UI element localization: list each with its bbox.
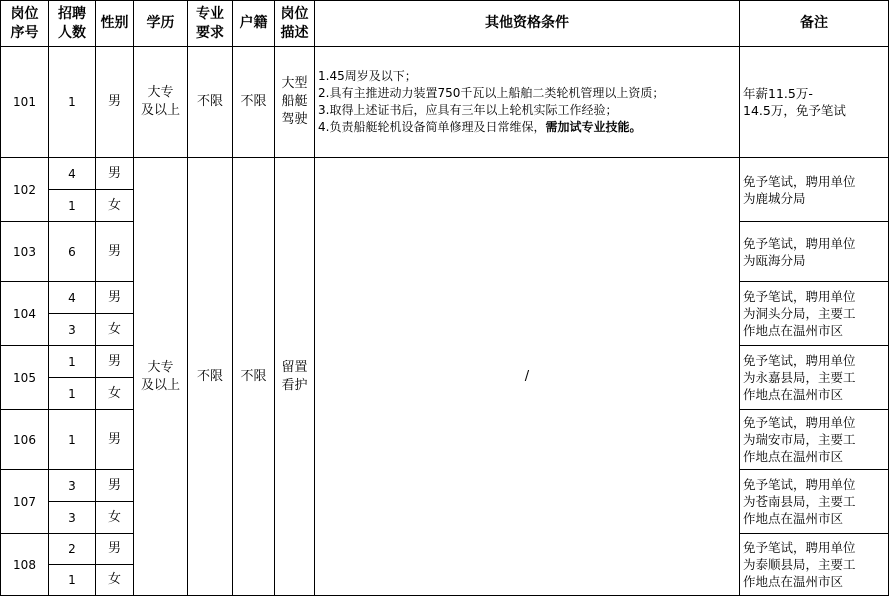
count-cell: 1 (49, 565, 96, 596)
count-cell: 4 (49, 282, 96, 314)
post-no-cell: 104 (1, 282, 49, 346)
header-education: 学历 (134, 1, 188, 47)
qual-line: 3.取得上述证书后，应具有三年以上轮机实际工作经验； (318, 103, 618, 117)
count-cell: 6 (49, 222, 96, 282)
gender-cell: 男 (96, 470, 134, 502)
header-major: 专业 要求 (188, 1, 233, 47)
major-cell: 不限 (188, 158, 233, 596)
gender-cell: 女 (96, 314, 134, 346)
gender-cell: 女 (96, 502, 134, 534)
header-hukou: 户籍 (233, 1, 275, 47)
header-post-no: 岗位 序号 (1, 1, 49, 47)
header-row (1, 1, 889, 47)
education-cell: 大专 及以上 (134, 158, 188, 596)
count-cell: 1 (49, 378, 96, 410)
header-post-desc: 岗位 描述 (275, 1, 315, 47)
count-cell: 1 (49, 410, 96, 470)
gender-cell: 男 (96, 410, 134, 470)
post-no-cell: 108 (1, 534, 49, 596)
table-row (1, 47, 889, 158)
qual-line: 1.45周岁及以下； (318, 69, 417, 83)
count-cell: 3 (49, 470, 96, 502)
qual-line: 4.负责船艇轮机设备简单修理及日常维保，需加试专业技能。 (318, 120, 642, 134)
header-other-quals: 其他资格条件 (315, 1, 740, 47)
gender-cell: 男 (96, 158, 134, 190)
other-quals-cell: / (315, 158, 740, 596)
count-cell: 4 (49, 158, 96, 190)
hukou-cell: 不限 (233, 158, 275, 596)
remark-cell: 免予笔试，聘用单位 为泰顺县局，主要工 作地点在温州市区 (740, 534, 889, 596)
header-gender: 性别 (96, 1, 134, 47)
count-cell: 3 (49, 314, 96, 346)
count-cell: 1 (49, 190, 96, 222)
other-quals-cell (315, 47, 740, 158)
qual-bold-note: 需加试专业技能。 (545, 120, 642, 134)
remark-cell: 免予笔试，聘用单位 为永嘉县局，主要工 作地点在温州市区 (740, 346, 889, 410)
post-desc-cell: 大型 船艇 驾驶 (275, 47, 315, 158)
gender-cell: 女 (96, 190, 134, 222)
gender-cell: 男 (96, 222, 134, 282)
remark-cell: 免予笔试，聘用单位 为瑞安市局，主要工 作地点在温州市区 (740, 410, 889, 470)
header-count: 招聘 人数 (49, 1, 96, 47)
count-cell: 3 (49, 502, 96, 534)
remark-cell: 免予笔试，聘用单位 为苍南县局，主要工 作地点在温州市区 (740, 470, 889, 534)
count-cell: 1 (49, 346, 96, 378)
gender-cell: 男 (96, 282, 134, 314)
count-cell: 2 (49, 534, 96, 565)
post-desc-cell: 留置 看护 (275, 158, 315, 596)
remark-cell: 免予笔试，聘用单位 为瓯海分局 (740, 222, 889, 282)
remark-cell: 免予笔试，聘用单位 为鹿城分局 (740, 158, 889, 222)
post-no-cell: 101 (1, 47, 49, 158)
post-no-cell: 106 (1, 410, 49, 470)
gender-cell: 男 (96, 534, 134, 565)
education-cell: 大专 及以上 (134, 47, 188, 158)
qual-line: 2.具有主推进动力装置750千瓦以上船舶二类轮机管理以上资质； (318, 86, 665, 100)
post-no-cell: 102 (1, 158, 49, 222)
gender-cell: 男 (96, 346, 134, 378)
gender-cell: 女 (96, 565, 134, 596)
gender-cell: 女 (96, 378, 134, 410)
post-no-cell: 107 (1, 470, 49, 534)
header-remarks: 备注 (740, 1, 889, 47)
post-no-cell: 105 (1, 346, 49, 410)
table-row (1, 158, 889, 190)
major-cell: 不限 (188, 47, 233, 158)
remark-cell: 免予笔试，聘用单位 为洞头分局，主要工 作地点在温州市区 (740, 282, 889, 346)
remark-cell: 年薪11.5万- 14.5万，免予笔试 (740, 47, 889, 158)
gender-cell: 男 (96, 47, 134, 158)
post-no-cell: 103 (1, 222, 49, 282)
count-cell: 1 (49, 47, 96, 158)
hukou-cell: 不限 (233, 47, 275, 158)
